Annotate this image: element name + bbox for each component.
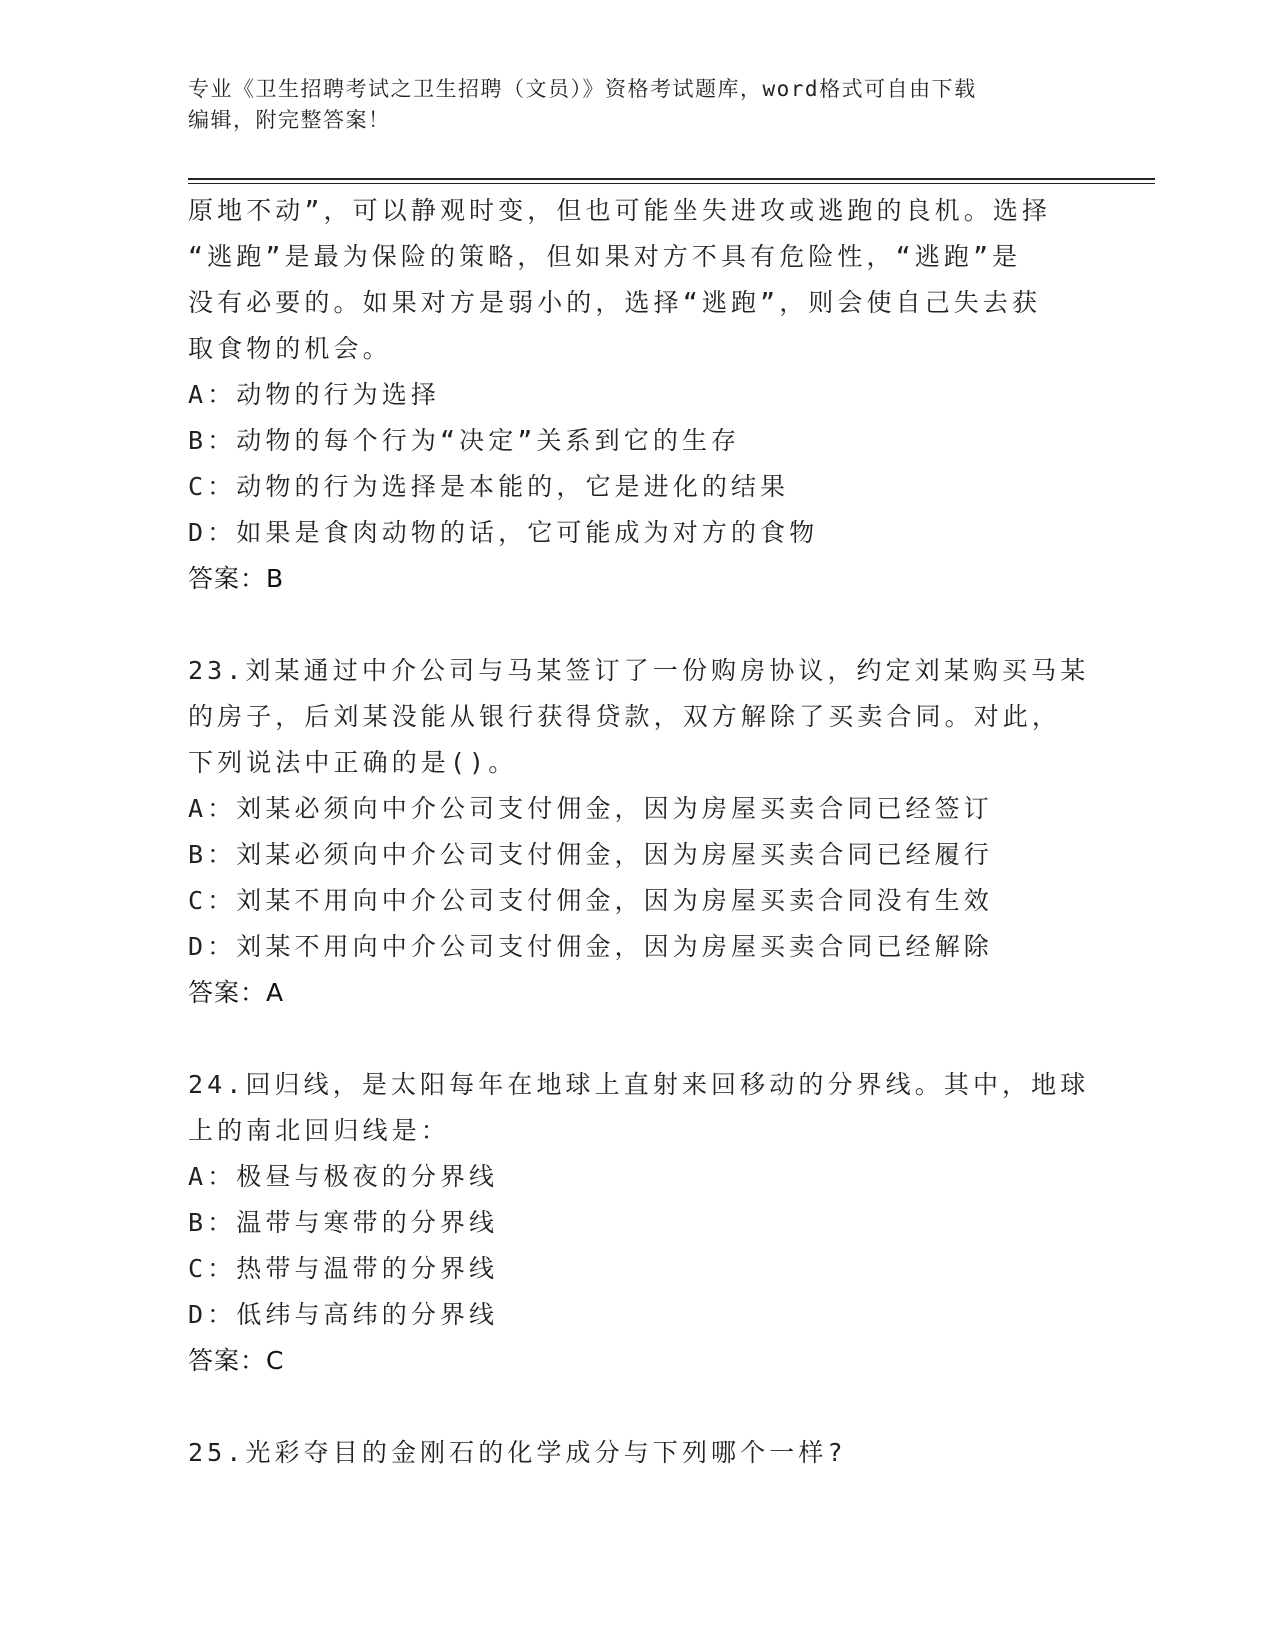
option-c: C：热带与温带的分界线 xyxy=(188,1254,499,1283)
question-text-line: 24.回归线，是太阳每年在地球上直射来回移动的分界线。其中，地球 xyxy=(188,1070,1090,1099)
question-text-line: 上的南北回归线是： xyxy=(188,1116,450,1145)
question-25 xyxy=(188,1430,1088,1476)
question-24 xyxy=(188,1062,1088,1384)
option-a: A：刘某必须向中介公司支付佣金，因为房屋买卖合同已经签订 xyxy=(188,794,993,823)
document-header xyxy=(188,74,1068,136)
answer-line: 答案：B xyxy=(188,564,285,593)
question-text-line: 原地不动”，可以静观时变，但也可能坐失进攻或逃跑的良机。选择 xyxy=(188,196,1052,225)
question-text-line: 23.刘某通过中介公司与马某签订了一份购房协议，约定刘某购买马某 xyxy=(188,656,1090,685)
header-divider-thick xyxy=(188,178,1155,180)
answer-line: 答案：C xyxy=(188,1346,285,1375)
option-a: A：动物的行为选择 xyxy=(188,380,440,409)
question-content xyxy=(188,188,1088,1476)
question-text-line: 没有必要的。如果对方是弱小的，选择“逃跑”，则会使自己失去获 xyxy=(188,288,1042,317)
question-spacer xyxy=(188,1384,1088,1430)
question-text-line: 下列说法中正确的是()。 xyxy=(188,748,518,777)
answer-line: 答案：A xyxy=(188,978,285,1007)
option-d: D：刘某不用向中介公司支付佣金，因为房屋买卖合同已经解除 xyxy=(188,932,993,961)
option-d: D：如果是食肉动物的话，它可能成为对方的食物 xyxy=(188,518,819,547)
question-text-line: 25.光彩夺目的金刚石的化学成分与下列哪个一样? xyxy=(188,1438,847,1467)
option-b: B：动物的每个行为“决定”关系到它的生存 xyxy=(188,426,741,455)
question-text-line: 取食物的机会。 xyxy=(188,334,392,363)
header-line-1: 专业《卫生招聘考试之卫生招聘（文员）》资格考试题库，word格式可自由下载 xyxy=(188,77,977,101)
question-23 xyxy=(188,648,1088,1016)
option-c: C：刘某不用向中介公司支付佣金，因为房屋买卖合同没有生效 xyxy=(188,886,993,915)
option-b: B：刘某必须向中介公司支付佣金，因为房屋买卖合同已经履行 xyxy=(188,840,993,869)
option-d: D：低纬与高纬的分界线 xyxy=(188,1300,499,1329)
question-22-continuation xyxy=(188,188,1088,602)
option-a: A：极昼与极夜的分界线 xyxy=(188,1162,499,1191)
option-b: B：温带与寒带的分界线 xyxy=(188,1208,499,1237)
header-line-2: 编辑，附完整答案！ xyxy=(188,108,391,132)
question-text-line: 的房子，后刘某没能从银行获得贷款，双方解除了买卖合同。对此， xyxy=(188,702,1062,731)
header-divider-thin xyxy=(188,183,1155,184)
question-spacer xyxy=(188,1016,1088,1062)
question-spacer xyxy=(188,602,1088,648)
question-text-line: “逃跑”是最为保险的策略，但如果对方不具有危险性，“逃跑”是 xyxy=(188,242,1022,271)
option-c: C：动物的行为选择是本能的，它是进化的结果 xyxy=(188,472,790,501)
